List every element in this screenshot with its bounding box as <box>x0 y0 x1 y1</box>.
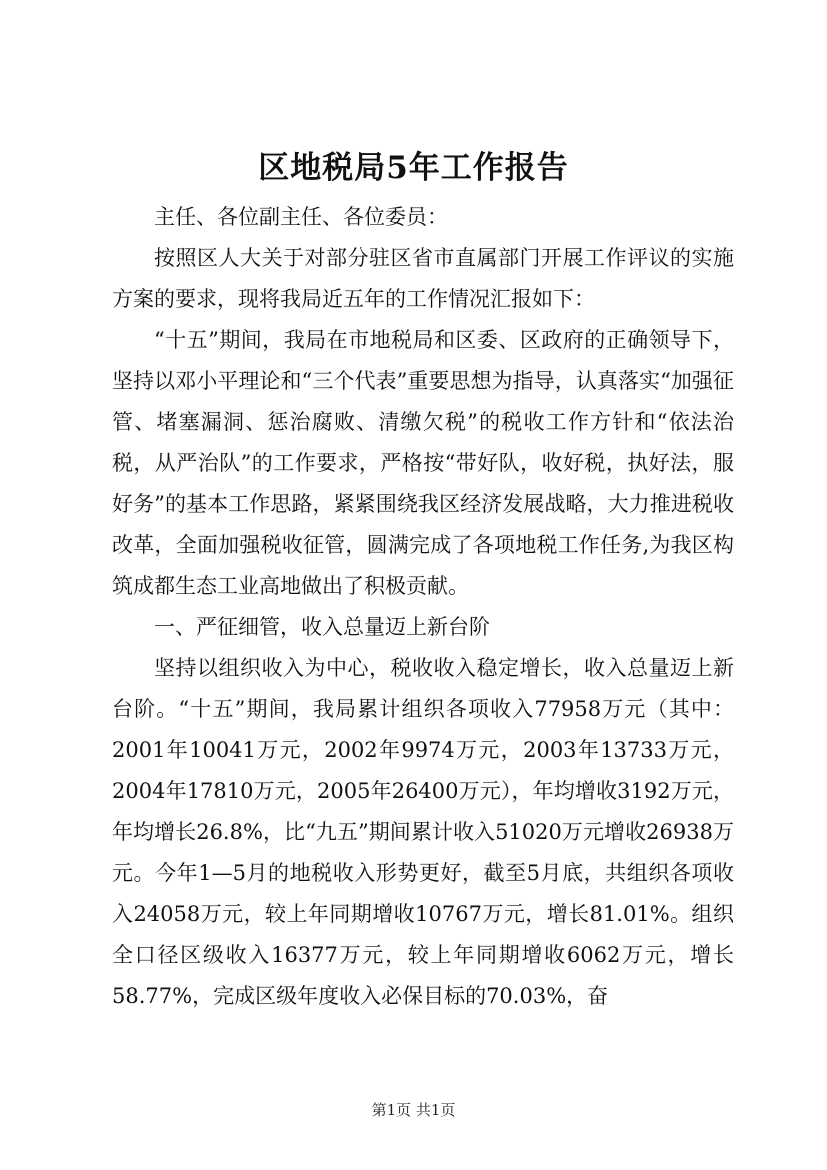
document-title: 区地税局5年工作报告 <box>258 150 569 186</box>
section-heading: 一、严征细管，收入总量迈上新台阶 <box>154 615 490 639</box>
intro-paragraph: 按照区人大关于对部分驻区省市直属部门开展工作评议的实施方案的要求，现将我局近五年的工作情况汇报如下： <box>112 246 734 311</box>
page-number-footer: 第1页 共1页 <box>371 1101 456 1119</box>
revenue-paragraph: 坚持以组织收入为中心，税收收入稳定增长，收入总量迈上新台阶。“十五”期间，我局累计组织各项收入77958万元（其中：2001年10041万元，2002年9974万元，2003年13733万元，2004年17810万元，2005年26400万元），年均增收3192万元，年均增长26.8%，比“九五”期间累计收入51020万元增收26938万元。今年1—5月的地税收入形势更好，截至5月底，共组织各项收入24058万元，较上年同期增收10767万元，增长81.01%。组织全口径区级收入16377万元，较上年同期增收6062万元，增长58.77%，完成区级年度收入必保目标的70.03%，奋 <box>112 656 734 1008</box>
overview-paragraph: “十五”期间，我局在市地税局和区委、区政府的正确领导下，坚持以邓小平理论和“三个代表”重要思想为指导，认真落实“加强征管、堵塞漏洞、惩治腐败、清缴欠税”的税收工作方针和“依法治税，从严治队”的工作要求，严格按“带好队，收好税，执好法，服好务”的基本工作思路，紧紧围绕我区经济发展战略，大力推进税收改革，全面加强税收征管，圆满完成了各项地税工作任务,为我区构筑成都生态工业高地做出了积极贡献。 <box>112 328 734 598</box>
salutation-paragraph: 主任、各位副主任、各位委员： <box>154 205 448 229</box>
document-body <box>112 197 734 1017</box>
